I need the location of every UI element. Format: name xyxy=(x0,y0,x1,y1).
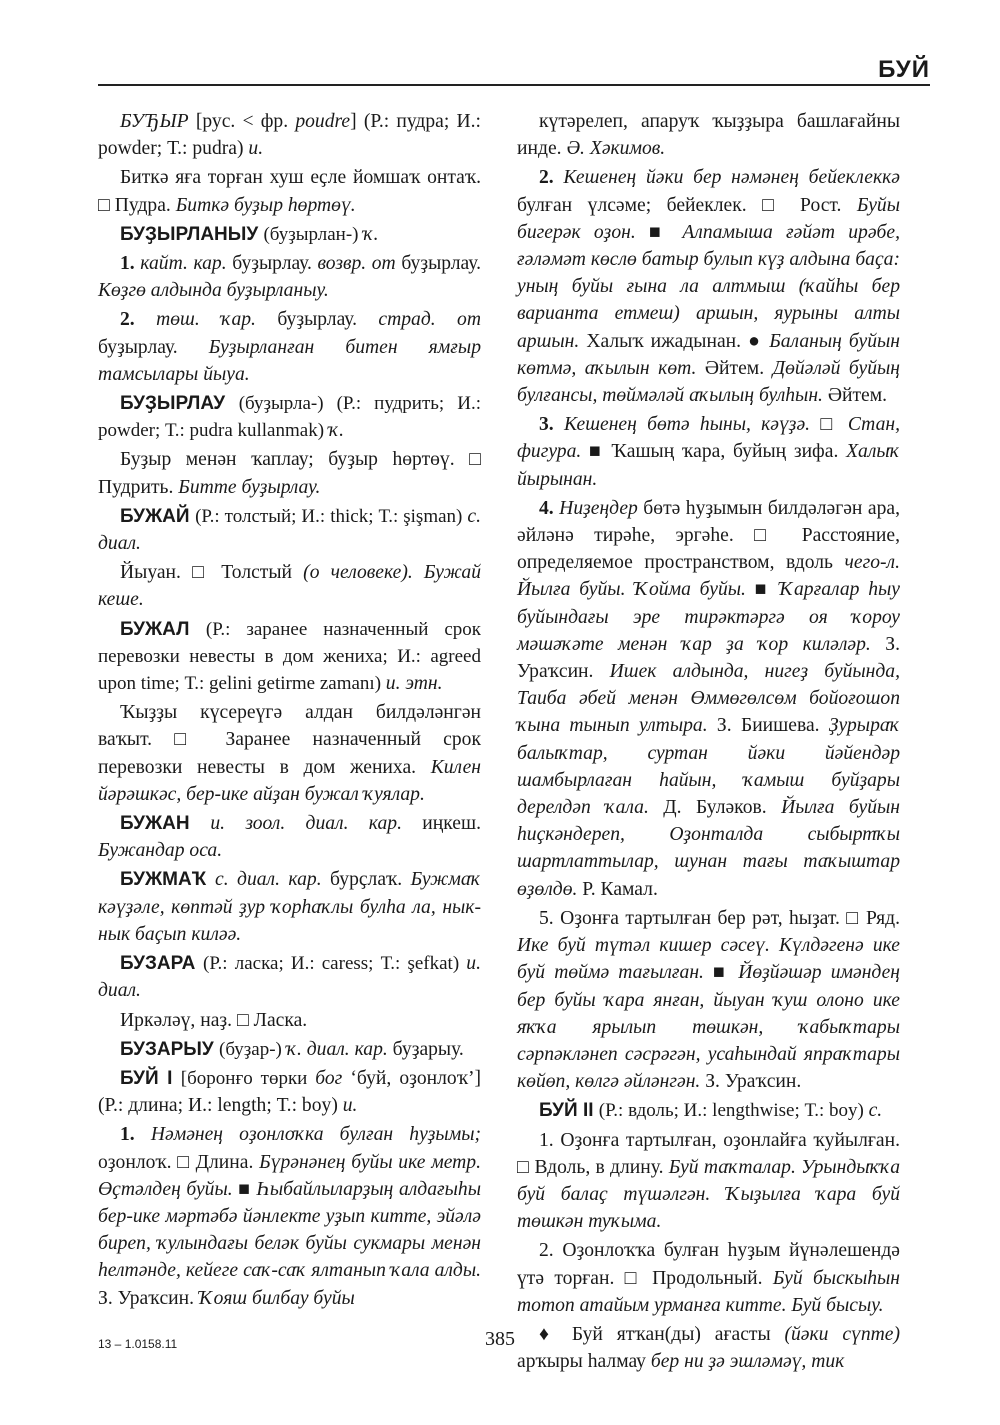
left-column xyxy=(98,108,481,1314)
text-run: 1. xyxy=(120,253,141,275)
dictionary-paragraph xyxy=(98,306,481,388)
text-run: Иркәләү, наҙ. □ Ласка. xyxy=(120,1009,308,1031)
text-run: и. диал. xyxy=(98,953,481,1002)
dictionary-paragraph xyxy=(98,1065,481,1119)
dictionary-paragraph xyxy=(98,616,481,698)
header-rule xyxy=(98,84,930,86)
etymology: (Р.: толстый; И.: thick; Т.: şişman) xyxy=(195,505,468,527)
text-run: буҙырлау. xyxy=(98,336,209,358)
text-run: Буҙырланған битен ямғыр тамсылары йыуа. xyxy=(98,336,482,385)
etymology: (Р.: заранее назначенный срок перевозки невесты в дом жениха; И.: agreed upon time; Т.: gelini getirme zamanı) xyxy=(98,618,481,695)
text-run: 1. Оҙонға тартылған, оҙонлайға ҡуйылған. □ Вдоль, в длину. xyxy=(517,1129,900,1178)
dictionary-paragraph xyxy=(517,411,900,493)
dictionary-paragraph xyxy=(98,1007,481,1034)
text-run: Битте буҙырлау. xyxy=(178,476,321,498)
text-run: БУЂЫР xyxy=(120,111,189,132)
text-run xyxy=(120,1068,315,1089)
text-run: Р. Камал. xyxy=(577,878,658,900)
text-run: Бужмаҡ кәүҙәле, көптәй ҙур ҡорһаҡлы булһа ла, нык-нык баҫып киләә. xyxy=(98,869,481,945)
text-run: иңкеш. xyxy=(401,813,481,835)
text-run: арҡыры һалмау xyxy=(517,1351,646,1373)
text-run: с. xyxy=(868,1100,883,1122)
text-run: 3. xyxy=(539,414,564,436)
text-run: Буй быскыһын тотоп атайым урманға китте. Буй бысыу. xyxy=(517,1267,900,1316)
headword: БУҘЫРЛАУ xyxy=(120,393,239,415)
text-run: Ҡашың ҡара, буйың зифа. xyxy=(611,441,839,463)
text-run: poudre xyxy=(295,111,351,132)
dictionary-paragraph xyxy=(517,1237,900,1319)
text-run: возвр. от xyxy=(317,253,396,275)
dictionary-paragraph xyxy=(517,108,900,162)
text-run: Көҙгө алдында буҙырланыу. xyxy=(98,280,329,302)
text-run: Дөйәләй буйың булғансы, төймәләй аҡылың булһын. xyxy=(517,357,900,407)
text-run: З. Ураҡсин. xyxy=(98,1287,199,1309)
dictionary-paragraph xyxy=(98,221,481,248)
text-run: и. xyxy=(342,1095,358,1117)
text-run: Кешенең йәки бер нәмәнең бейеклеккә xyxy=(563,167,900,189)
text-run: страд. от xyxy=(378,309,481,331)
dictionary-paragraph xyxy=(517,1127,900,1236)
dictionary-paragraph xyxy=(98,559,481,613)
running-head: БУЙ xyxy=(878,56,930,83)
text-run: буҙырлау. xyxy=(255,309,379,331)
dictionary-paragraph xyxy=(98,1121,481,1311)
text-run: чего-л. Йылға буйы. Ҡойма буйы. xyxy=(517,552,900,601)
text-run: Ҡояш билбау буйы xyxy=(198,1287,355,1309)
headword: БУЙ I xyxy=(120,1067,181,1089)
text-run: 5. Оҙонға тартылған бер рәт, һыҙат. □ Ряд. xyxy=(539,907,900,929)
headword: БУЖАЛ xyxy=(120,618,206,640)
text-run: ҡ. диал. кар. xyxy=(286,1038,388,1060)
text-run: ♦ Буй ятҡан(ды) ағасты xyxy=(539,1323,785,1345)
text-run: Биткә буҙыр һөртөү. xyxy=(175,194,356,216)
dictionary-paragraph xyxy=(98,810,481,864)
text-run: [рус. < фр. xyxy=(188,111,296,132)
text-run: ■ xyxy=(635,221,683,243)
text-run: Бужандар оса. xyxy=(98,840,223,862)
text-run: ■ xyxy=(703,962,739,984)
text-run: (о человеке). Бужай кеше. xyxy=(98,562,482,611)
text-run: ] (Р.: пудра; И.: powder; Т.: pudra) xyxy=(98,111,481,160)
etymology: (буҙырлан-) xyxy=(263,223,364,245)
text-run: Ә. Хәкимов. xyxy=(561,138,666,160)
headword: БУҘЫРЛАНЫУ xyxy=(120,223,264,245)
text-run: оҙонлоҡ. □ Длина. xyxy=(98,1151,260,1173)
text-run: Буй таҡталар. Урындыҡҡа буй балаҫ түшәлгән. Ҡыҙылға ҡара буй төшкән туҡыма. xyxy=(517,1156,900,1233)
text-run: Кешенең бөтә һыны, кәүҙә. □ Стан, фигура. ■ xyxy=(517,414,900,463)
dictionary-paragraph xyxy=(98,699,481,808)
text-run: 1. xyxy=(120,1124,151,1146)
text-run: буҙырлау. xyxy=(395,253,481,275)
text-run: З. Биишева. xyxy=(707,715,829,737)
text-run: буҙырлау. xyxy=(226,253,318,275)
dictionary-paragraph xyxy=(98,164,481,218)
text-run: бер ни ҙә эшләмәү, тик xyxy=(645,1351,845,1373)
text-run xyxy=(120,224,363,245)
text-run: төш. ҡар. xyxy=(156,309,256,331)
text-run: Ниҙеңдер xyxy=(559,497,638,519)
headword: БУЗАРА xyxy=(120,953,204,975)
dictionary-paragraph xyxy=(517,495,900,903)
text-run: З. Ураҡсин. xyxy=(700,1071,802,1093)
etymology: [боронғо төрки xyxy=(180,1067,316,1089)
text-run: и. этн. xyxy=(385,673,443,695)
text-run: Д. Буләков. xyxy=(648,797,782,819)
text-run: Баланың буйын көтмә, аҡылын көт. xyxy=(517,330,900,379)
text-run: Ҡарғалар һыу буйындағы эре тирәктәргә оя ҡороу мәшәҡәте менән ҡар ҙа ҡор киләләр. xyxy=(517,579,900,655)
text-run: 2. xyxy=(539,167,564,189)
text-run: БУЖМАҠ xyxy=(120,869,216,891)
right-column xyxy=(517,108,900,1377)
text-run: ҡ. xyxy=(328,420,345,442)
text-run: бөтә һуҙымын билдәләгән ара, әйләнә тирәһе, эргәһе. □ Расстояние, определяемое пространством, вдоль xyxy=(517,497,900,574)
text-run: Йыуан. □ Толстый xyxy=(120,562,304,584)
text-run: (йәки сүпте) xyxy=(784,1323,900,1345)
text-run: Алпамыша ғәйәт ирәбе, ғәләмәт көслө батыр булып күҙ алдына баҫа: уның буйы ғына ла алтмыш (ҡайһы бер варианта етмеш) аршын, яурыны алты аршын. xyxy=(517,221,900,352)
text-run: Ике буй түтәл кишер сәсеү. Күлдәгенә ике буй төймә тағылған. xyxy=(517,935,900,984)
headword: БУЖАЙ xyxy=(120,505,196,527)
text-run: с. диал. кар. xyxy=(215,869,322,891)
text-run: Ҡыҙҙы күсереүгә алдан билдәләнгән ваҡыт. □ Заранее назначенный срок перевозки невесты в дом жениха. xyxy=(98,702,481,778)
etymology: (буҙырла-) (Р.: пудрить; И.: powder; Т.: pudra kullanmak) xyxy=(98,393,481,442)
dictionary-paragraph xyxy=(517,905,900,1095)
text-run: буҙарыу. xyxy=(387,1038,464,1060)
text-run: Ишек алдында, нигеҙ буйында, Таиба әбей менән Өммөгөлсөм бойоғошоп ҡына тынып ултыра. xyxy=(517,661,900,737)
dictionary-paragraph xyxy=(98,950,481,1004)
text-run xyxy=(98,393,481,441)
dictionary-paragraph xyxy=(517,164,900,409)
text-run: бурҫлаҡ. xyxy=(321,869,411,891)
text-run: Халыҡ ижадынан. ● xyxy=(579,330,770,352)
dictionary-paragraph xyxy=(98,503,481,557)
dictionary-paragraph xyxy=(98,108,481,162)
text-run: Нәмәнең оҙонлоҡка булған һуҙымы; xyxy=(150,1124,481,1146)
text-run: Һыбайлыларҙың алдағыһы бер-ике мәртәбә йәнлекте уҙып китте, эйәлә биреп, ҡулындағы беләк буйы сукмары менән һелтәнде, кейеге саҡ-саҡ ялтанып ҡала алды. xyxy=(98,1178,481,1282)
etymology: (Р.: вдоль; И.: lengthwise; Т.: boy) xyxy=(598,1100,869,1122)
text-run: күтәрелеп, апаруҡ ҡыҙҙыра башлағайны инде. xyxy=(517,111,900,160)
dictionary-paragraph xyxy=(517,1097,900,1124)
text-run: ‘буй, оҙонлоҡ’] (Р.: длина; И.: length; Т.: boy) xyxy=(98,1067,481,1117)
headword: БУЙ II xyxy=(539,1100,599,1122)
text-run: булған үлсәме; бейеклек. □ Рост. xyxy=(517,194,857,216)
text-run xyxy=(539,1100,869,1121)
text-run: Ҙурыраҡ балыҡтар, суртан йәки йәйендәр шамбырлаған һайын, ҡамыш буйҙары дерелдәп ҡала. xyxy=(517,715,900,819)
text-run: 4. xyxy=(539,497,560,519)
text-run xyxy=(120,953,466,974)
etymology: (буҙар-) xyxy=(219,1038,287,1060)
dictionary-paragraph xyxy=(98,866,481,948)
dictionary-paragraph xyxy=(98,250,481,304)
text-run: З. Ураҡсин. xyxy=(517,633,901,683)
headword: БУЗАРЫУ xyxy=(120,1038,219,1060)
text-run: Биткә яға торған хуш еҫле йомшаҡ онтаҡ. □ Пудра. xyxy=(98,167,481,216)
text-run: Йөҙйәшәр имәндең бер буйы ҡара янған, йыуан ҡуш олоно ике яҡҡа ярылып төшкән, ҡабыҡтары сәрпәкләнеп сәсрәгән, усаһындай япраҡтары көйөп, көлгә әйләнгән. xyxy=(517,962,900,1093)
text-run: и. зоол. диал. кар. xyxy=(210,813,402,835)
text-run: Халыҡ йырынан. xyxy=(517,441,900,490)
text-run: 2. Оҙонлоҡҡа булған һуҙым йүнәлешендә үтә торған. □ Продольный. xyxy=(517,1240,900,1289)
page-number: 385 xyxy=(485,1328,515,1350)
signature-code: 13 – 1.0158.11 xyxy=(98,1337,178,1351)
etymology: (Р.: ласка; И.: caress; Т.: şefkat) xyxy=(203,953,467,975)
dictionary-paragraph xyxy=(98,446,481,500)
text-run: с. диал. xyxy=(98,505,481,555)
text-run: ҡ. xyxy=(363,223,379,245)
dictionary-paragraph xyxy=(98,390,481,444)
text-run: Әйтем. xyxy=(696,357,773,379)
text-run: Бүрәнәнең буйы ике метр. Өҫтәлдең буйы. xyxy=(98,1151,482,1200)
text-run: бог xyxy=(315,1067,343,1089)
dictionary-paragraph xyxy=(98,1036,481,1063)
text-run: БУЖАН xyxy=(120,813,211,835)
text-run: Буҙыр менән ҡаплау; буҙыр һөртөү. □ Пудрить. xyxy=(98,449,481,498)
text-run: ■ xyxy=(745,579,780,601)
text-run: кайт. кар. xyxy=(140,253,227,275)
text-run xyxy=(120,1039,287,1060)
text-run: 2. xyxy=(120,309,157,331)
text-run: Әйтем. xyxy=(822,385,888,407)
text-run xyxy=(120,506,467,527)
text-run: Килен йәрәшкәс, бер-ике айҙан бужал ҡуялар. xyxy=(98,756,481,805)
text-run: Буйы бигерәк оҙон. xyxy=(517,194,900,243)
text-run: ■ xyxy=(232,1178,257,1200)
text-run: Йылға буйын һиҫкәндереп, Оҙонталда сыбыртҡы шартлаттылар, шунан тағы таҡыштар өҙөлдө. xyxy=(517,797,900,900)
text-run: и. xyxy=(248,138,264,160)
